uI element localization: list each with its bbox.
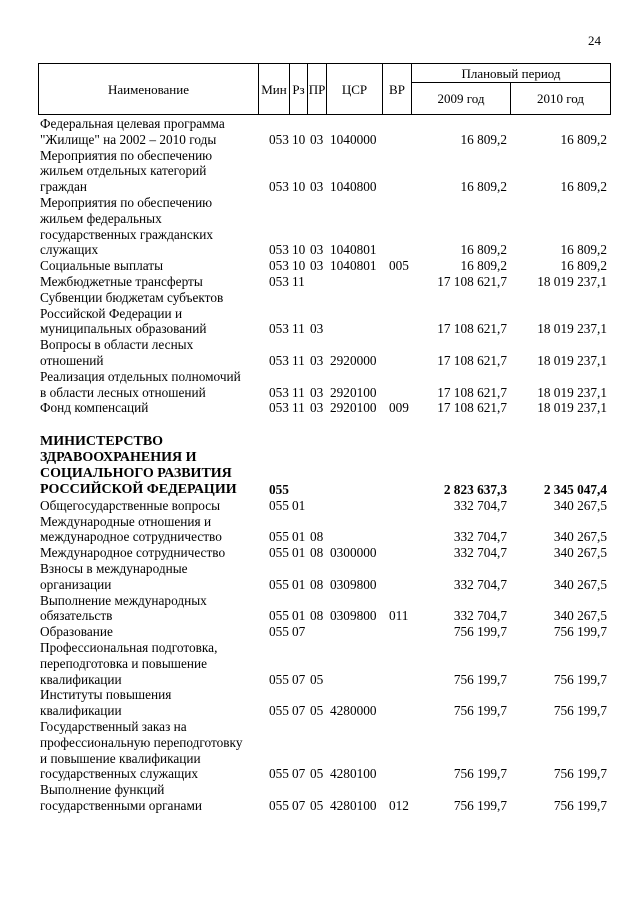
row-name: Выполнение функций государственными органами: [40, 782, 202, 813]
row-value-2010: 756 199,7: [553, 671, 607, 687]
row-rz: 01: [292, 608, 306, 624]
header-csr: ЦСР: [327, 64, 383, 115]
row-min: 053: [269, 242, 289, 258]
row-value-2009: 17 108 621,7: [437, 274, 507, 289]
row-rz: 01: [292, 497, 306, 513]
row-name: Вопросы в области лесных отношений: [40, 337, 194, 368]
row-name: Общегосударственные вопросы: [40, 497, 221, 513]
row-name: Субвенции бюджетам субъектов Российской Федерации и муниципальных образований: [40, 289, 224, 337]
table-row: [0, 498, 640, 514]
row-name: Государственный заказ на профессиональную переподготовку и повышение квалификации государственных служащих: [40, 719, 243, 782]
row-value-2010: 16 809,2: [560, 242, 607, 258]
table-row: [0, 290, 640, 337]
row-name: Фонд компенсаций: [40, 400, 149, 416]
row-rz: 11: [292, 274, 305, 289]
row-rz: 01: [292, 529, 306, 545]
row-value-2010: 18 019 237,1: [537, 384, 607, 400]
row-pr: 08: [310, 529, 324, 545]
row-name: Мероприятия по обеспечению жильем федеральных государственных гражданских служащих: [40, 195, 214, 258]
row-name: Выполнение международных обязательств: [40, 592, 207, 624]
table-row: [0, 561, 640, 593]
row-name: Профессиональная подготовка, переподготовка и повышение квалификации: [40, 640, 218, 687]
row-csr: 2920000: [330, 352, 377, 368]
row-rz: 07: [292, 797, 306, 813]
row-name: МИНИСТЕРСТВО ЗДРАВООХРАНЕНИЯ И СОЦИАЛЬНОГО РАЗВИТИЯ РОССИЙСКОЙ ФЕДЕРАЦИИ: [40, 434, 237, 497]
row-rz: 07: [292, 671, 306, 687]
row-value-2009: 17 108 621,7: [437, 352, 507, 368]
row-csr: 4280100: [330, 797, 377, 813]
row-name: Международные отношения и международное сотрудничество: [40, 513, 222, 545]
row-value-2009: 756 199,7: [453, 766, 507, 782]
row-value-2010: 340 267,5: [553, 529, 607, 545]
row-value-2010: 18 019 237,1: [537, 352, 607, 368]
row-rz: 01: [292, 545, 306, 561]
table-row: [0, 400, 640, 416]
row-pr: 03: [310, 131, 324, 147]
row-min: 053: [269, 384, 289, 400]
row-vr: 009: [389, 400, 409, 416]
header-rz: Рз: [290, 64, 308, 115]
row-pr: 05: [310, 671, 324, 687]
row-value-2010: 16 809,2: [560, 131, 607, 147]
row-csr: 4280100: [330, 766, 377, 782]
row-value-2010: 18 019 237,1: [537, 321, 607, 337]
row-rz: 11: [292, 384, 305, 400]
row-csr: 0300000: [330, 545, 377, 561]
row-min: 055: [269, 671, 289, 687]
row-min: 055: [269, 576, 289, 592]
table-row: [0, 514, 640, 546]
header-vr: ВР: [383, 64, 412, 115]
row-value-2009: 2 823 637,3: [443, 481, 507, 497]
table-row: [0, 687, 640, 719]
table-row: [0, 545, 640, 561]
row-name: Федеральная целевая программа "Жилище" на 2002 – 2010 годы: [40, 116, 225, 147]
table-header: [38, 63, 611, 115]
table-row: [0, 593, 640, 625]
row-rz: 10: [292, 131, 306, 147]
row-value-2009: 16 809,2: [460, 131, 507, 147]
row-value-2010: 340 267,5: [553, 576, 607, 592]
row-csr: 2920100: [330, 384, 377, 400]
row-value-2010: 2 345 047,4: [543, 481, 607, 497]
row-min: 053: [269, 352, 289, 368]
row-value-2009: 16 809,2: [460, 258, 507, 274]
row-pr: 03: [310, 352, 324, 368]
row-pr: 03: [310, 179, 324, 195]
row-vr: 012: [389, 797, 409, 813]
row-pr: 05: [310, 703, 324, 719]
header-min: Мин: [259, 64, 290, 115]
row-value-2010: 16 809,2: [560, 179, 607, 195]
table-row: [0, 258, 640, 274]
row-pr: 03: [310, 400, 324, 416]
row-rz: 10: [292, 258, 306, 274]
row-value-2009: 332 704,7: [453, 545, 507, 561]
table-row: [0, 195, 640, 258]
row-rz: 01: [292, 576, 306, 592]
row-rz: 11: [292, 352, 305, 368]
row-csr: 1040801: [330, 242, 377, 258]
header-name: Наименование: [39, 64, 259, 115]
row-rz: 10: [292, 179, 306, 195]
row-min: 055: [269, 703, 289, 719]
table-row: [0, 719, 640, 782]
row-value-2009: 16 809,2: [460, 179, 507, 195]
row-value-2009: 332 704,7: [453, 608, 507, 624]
row-value-2009: 332 704,7: [453, 529, 507, 545]
row-value-2009: 756 199,7: [453, 703, 507, 719]
row-rz: 07: [292, 703, 306, 719]
row-min: 053: [269, 258, 289, 274]
row-pr: 03: [310, 321, 324, 337]
row-name: Межбюджетные трансферты: [40, 274, 203, 289]
row-pr: 05: [310, 797, 324, 813]
row-csr: 1040801: [330, 258, 377, 274]
row-min: 053: [269, 274, 289, 289]
row-min: 055: [269, 624, 289, 640]
row-value-2009: 17 108 621,7: [437, 321, 507, 337]
row-value-2010: 18 019 237,1: [537, 274, 607, 289]
table-row: [0, 782, 640, 814]
row-rz: 10: [292, 242, 306, 258]
row-value-2010: 756 199,7: [553, 797, 607, 813]
row-value-2010: 756 199,7: [553, 703, 607, 719]
row-rz: 07: [292, 624, 306, 640]
row-value-2009: 332 704,7: [453, 497, 507, 513]
row-value-2010: 340 267,5: [553, 608, 607, 624]
row-min: 053: [269, 179, 289, 195]
row-min: 055: [269, 529, 289, 545]
row-value-2010: 18 019 237,1: [537, 400, 607, 416]
row-pr: 03: [310, 384, 324, 400]
row-rz: 11: [292, 321, 305, 337]
table-row: [0, 640, 640, 687]
row-rz: 07: [292, 766, 306, 782]
row-csr: 1040000: [330, 131, 377, 147]
row-min: 055: [269, 497, 289, 513]
header-pr: ПР: [308, 64, 327, 115]
row-pr: 08: [310, 545, 324, 561]
header-period: Плановый период: [412, 64, 611, 83]
page-number: 24: [588, 33, 601, 48]
row-name: Мероприятия по обеспечению жильем отдельных категорий граждан: [40, 147, 213, 195]
row-value-2009: 756 199,7: [453, 797, 507, 813]
row-value-2010: 756 199,7: [553, 624, 607, 640]
row-csr: 0309800: [330, 576, 377, 592]
row-min: 055: [269, 766, 289, 782]
row-value-2010: 16 809,2: [560, 258, 607, 274]
row-value-2009: 756 199,7: [453, 624, 507, 640]
row-min: 055: [269, 608, 289, 624]
row-vr: 011: [389, 608, 409, 624]
row-min: 055: [269, 545, 289, 561]
row-min: 055: [269, 481, 289, 497]
row-value-2009: 16 809,2: [460, 242, 507, 258]
table-row: [0, 148, 640, 195]
row-name: Взносы в международные организации: [40, 561, 188, 592]
row-name: Образование: [40, 624, 113, 640]
row-vr: 005: [389, 258, 409, 274]
row-name: Институты повышения квалификации: [40, 687, 172, 719]
row-pr: 08: [310, 608, 324, 624]
row-value-2010: 340 267,5: [553, 545, 607, 561]
row-min: 053: [269, 321, 289, 337]
row-csr: 4280000: [330, 703, 377, 719]
table-row: [0, 116, 640, 148]
row-pr: 08: [310, 576, 324, 592]
row-value-2010: 756 199,7: [553, 766, 607, 782]
row-min: 053: [269, 131, 289, 147]
row-csr: 2920100: [330, 400, 377, 416]
row-name: Международное сотрудничество: [40, 545, 226, 561]
row-value-2009: 17 108 621,7: [437, 384, 507, 400]
row-value-2010: 340 267,5: [553, 497, 607, 513]
row-pr: 03: [310, 242, 324, 258]
row-pr: 03: [310, 258, 324, 274]
row-pr: 05: [310, 766, 324, 782]
table-row: [0, 369, 640, 401]
row-min: 055: [269, 797, 289, 813]
row-rz: 11: [292, 400, 305, 416]
row-csr: 0309800: [330, 608, 377, 624]
table-row: [0, 337, 640, 369]
table-row: [0, 624, 640, 640]
row-value-2009: 17 108 621,7: [437, 400, 507, 416]
row-value-2009: 756 199,7: [453, 671, 507, 687]
row-min: 053: [269, 400, 289, 416]
header-year-2009: 2009 год: [412, 83, 511, 115]
row-name: Реализация отдельных полномочий в области лесных отношений: [40, 368, 241, 400]
header-year-2010: 2010 год: [511, 83, 611, 115]
table-row: [0, 274, 640, 290]
row-csr: 1040800: [330, 179, 377, 195]
row-name: Социальные выплаты: [40, 258, 164, 274]
row-value-2009: 332 704,7: [453, 576, 507, 592]
table-row: [0, 434, 640, 498]
